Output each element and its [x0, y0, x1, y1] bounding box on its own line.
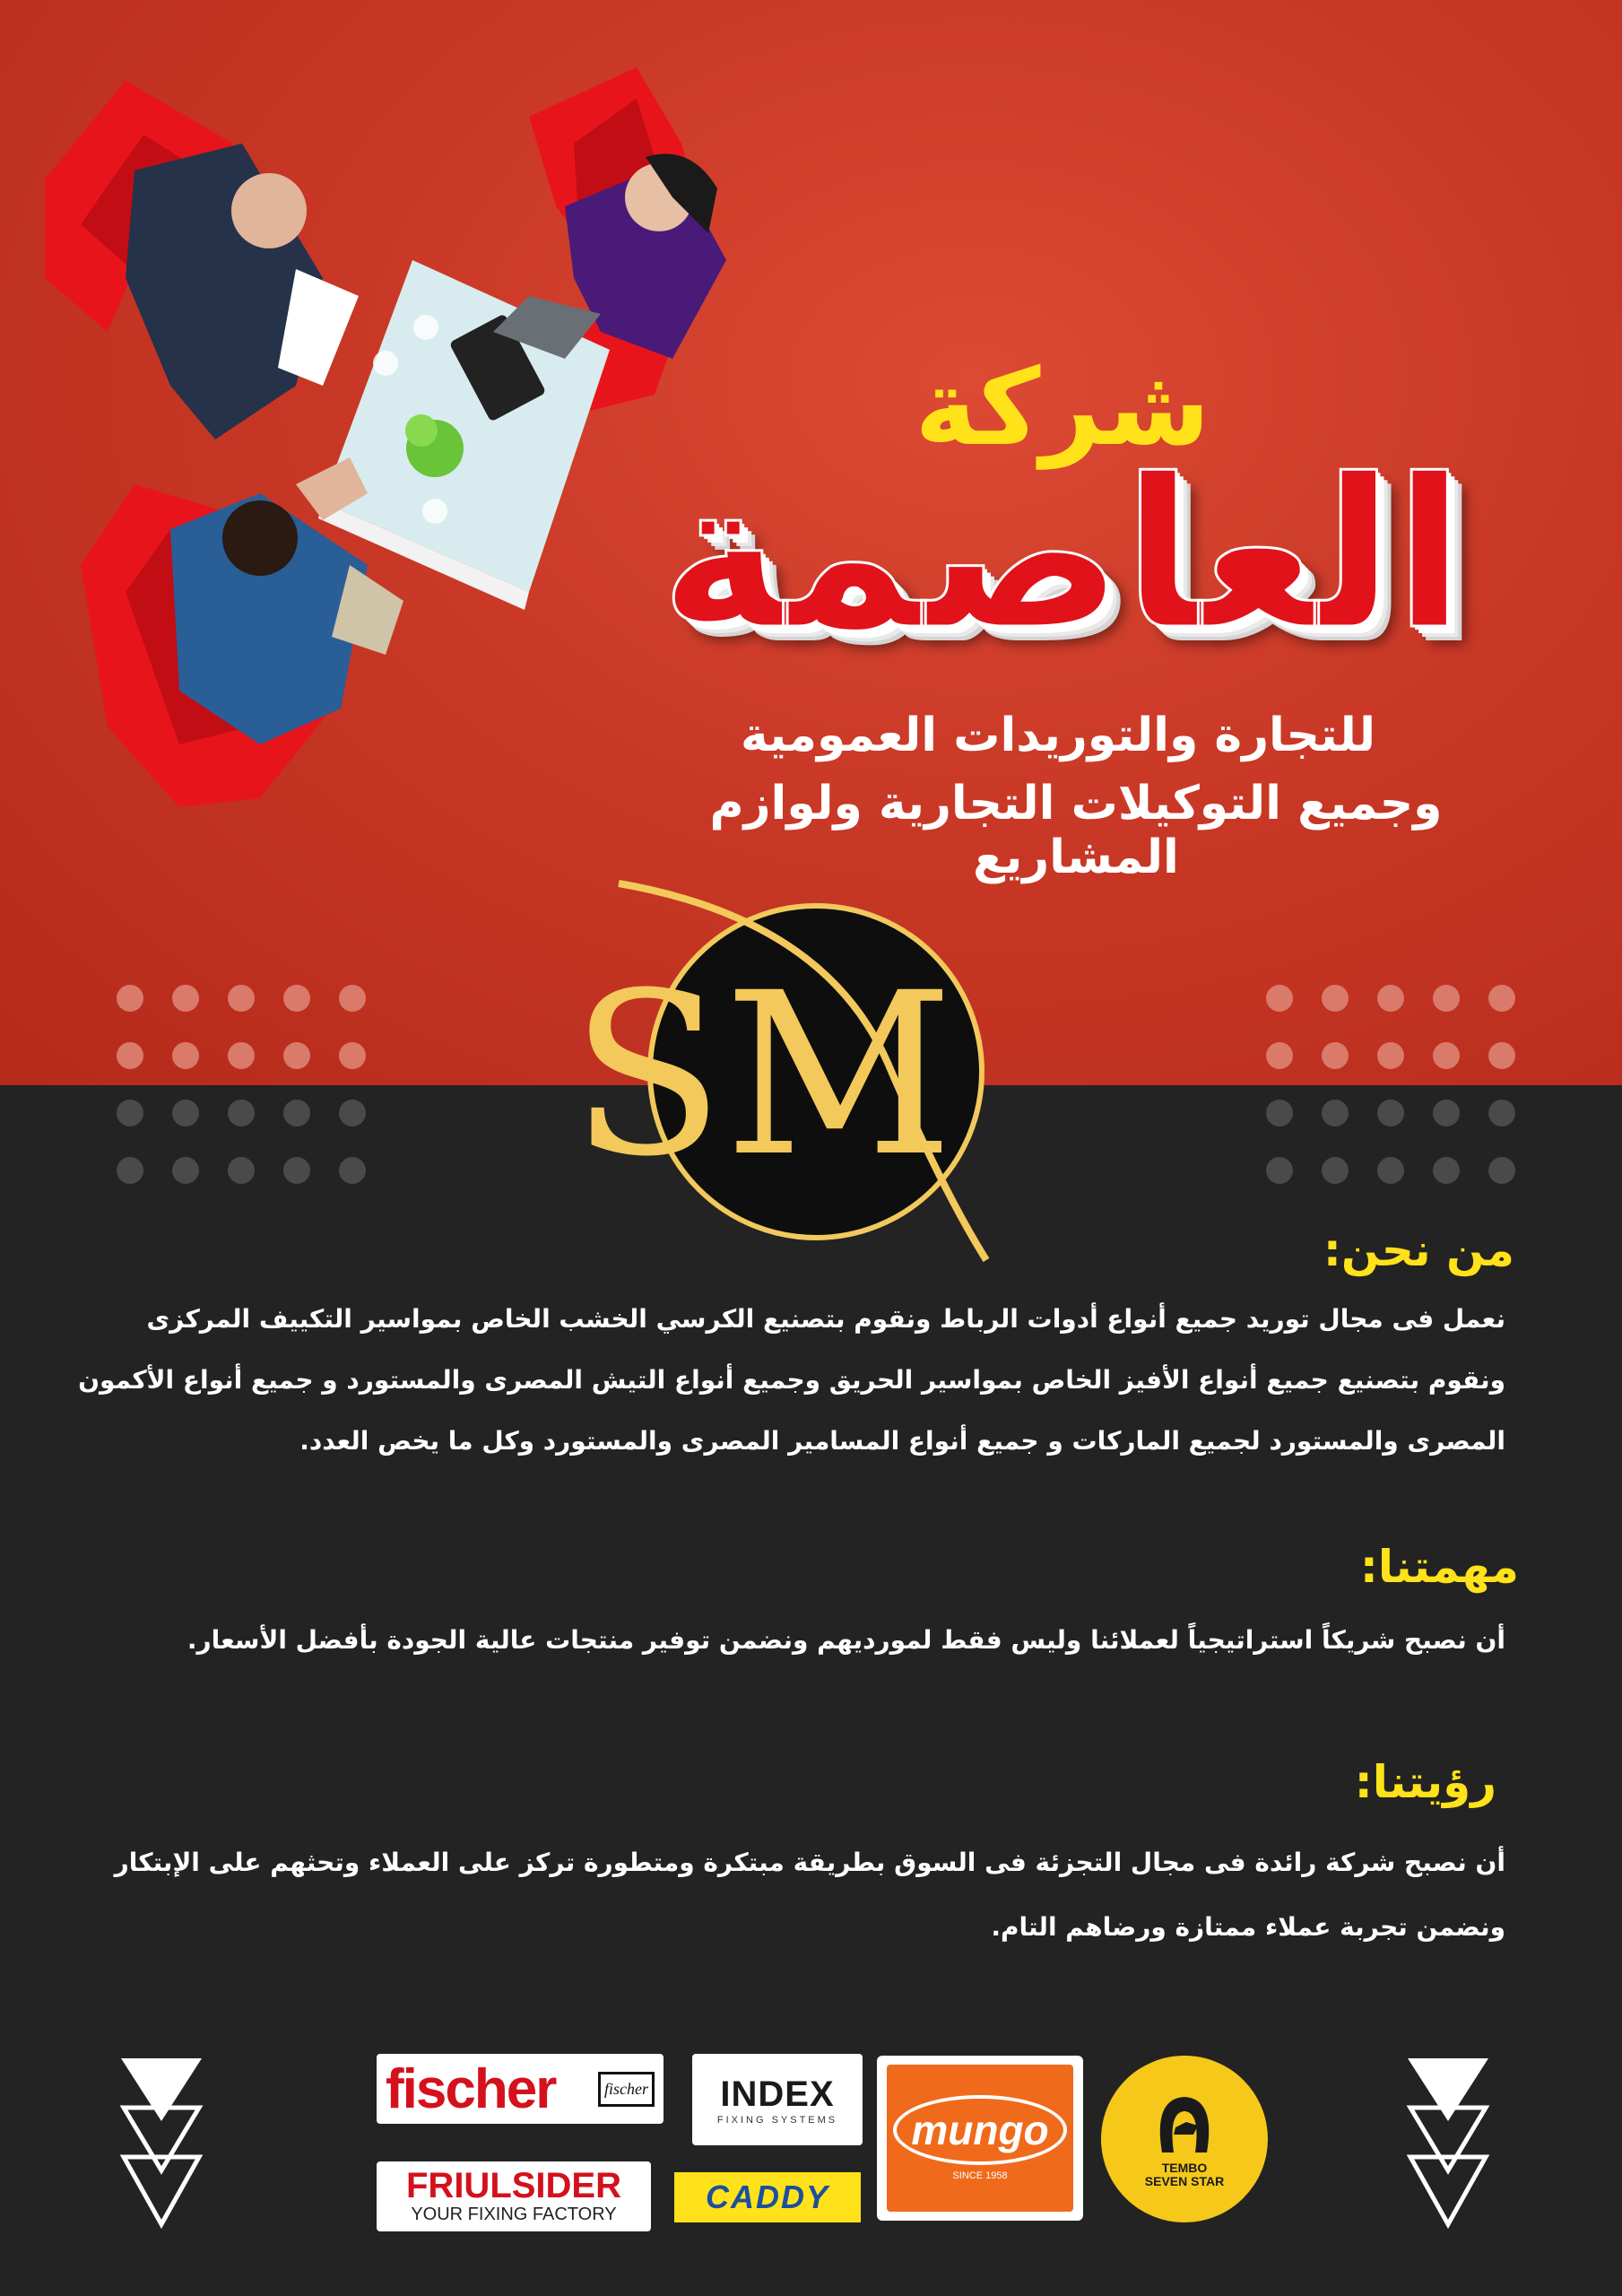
- businessman-figure: [126, 144, 359, 439]
- mission-line-1: أن نصبح شريكاً استراتيجياً لعملائنا وليس فقط لمورديهم ونضمن توفير منتجات عالية الجودة بأفضل الأسعار.: [186, 1625, 1505, 1655]
- dot-pattern-right: [1266, 985, 1499, 1191]
- vision-line-2: ونضمن تجربة عملاء ممتازة ورضاهم التام.: [991, 1912, 1505, 1942]
- mungo-logo-text: mungo: [893, 2095, 1066, 2165]
- tembo-seven-star-logo: [1101, 2056, 1268, 2222]
- tagline-line-2: وجميع التوكيلات التجارية ولوازم المشاريع: [709, 777, 1443, 884]
- tagline-line-1: للتجارة والتوريدات العمومية: [740, 709, 1376, 762]
- mission-title: مهمتنا:: [1359, 1541, 1519, 1593]
- mungo-logo: [877, 2056, 1083, 2221]
- horseshoe-icon: [1149, 2090, 1220, 2161]
- sm-monogram-logo: [570, 883, 1004, 1260]
- friulsider-tagline: YOUR FIXING FACTORY: [411, 2205, 617, 2224]
- company-word: شركة: [915, 345, 1210, 469]
- tembo-line-2: SEVEN STAR: [1144, 2174, 1225, 2188]
- friulsider-logo-text: FRIULSIDER: [406, 2166, 621, 2205]
- logo-letter-s: SM: [570, 944, 954, 1205]
- index-tagline: FIXING SYSTEMS: [716, 2114, 838, 2126]
- fischer-mark: fischer: [598, 2072, 655, 2107]
- fischer-logo-text: fischer: [386, 2057, 556, 2120]
- about-title: من نحن:: [1323, 1224, 1514, 1276]
- dot-pattern-left: [117, 985, 350, 1191]
- friulsider-logo: [377, 2161, 651, 2231]
- about-line-1: نعمل فى مجال توريد جميع أنواع أدوات الرباط ونقوم بتصنيع الكرسي الخشب الخاص بمواسير التكييف المركزى: [146, 1304, 1505, 1334]
- vision-title: رؤيتنا:: [1354, 1756, 1496, 1808]
- about-line-3: المصرى والمستورد لجميع الماركات و جميع أنواع المسامير المصرى والمستورد وكل ما يخص العدد.: [299, 1426, 1505, 1456]
- mungo-since: SINCE 1958: [952, 2170, 1008, 2181]
- caddy-logo-text: CADDY: [705, 2179, 829, 2215]
- index-logo: [692, 2054, 863, 2145]
- vision-line-1: أن نصبح شركة رائدة فى مجال التجزئة فى السوق بطريقة مبتكرة ومتطورة تركز على العملاء وتحثهم على الإبتكار: [114, 1848, 1505, 1877]
- index-logo-text: INDEX: [720, 2074, 835, 2114]
- caddy-logo: [674, 2172, 861, 2222]
- triangle-decoration-right-icon: [1403, 2054, 1493, 2233]
- tembo-line-1: TEMBO: [1161, 2160, 1208, 2175]
- triangle-decoration-left-icon: [117, 2054, 206, 2233]
- about-line-2: ونقوم بتصنيع جميع أنواع الأفيز الخاص بمواسير الحريق وجميع أنواع التيش المصرى والمستورد و جميع أنواع الأكمون: [78, 1365, 1505, 1395]
- fischer-logo: [377, 2054, 664, 2124]
- company-name: العاصمة: [660, 436, 1465, 675]
